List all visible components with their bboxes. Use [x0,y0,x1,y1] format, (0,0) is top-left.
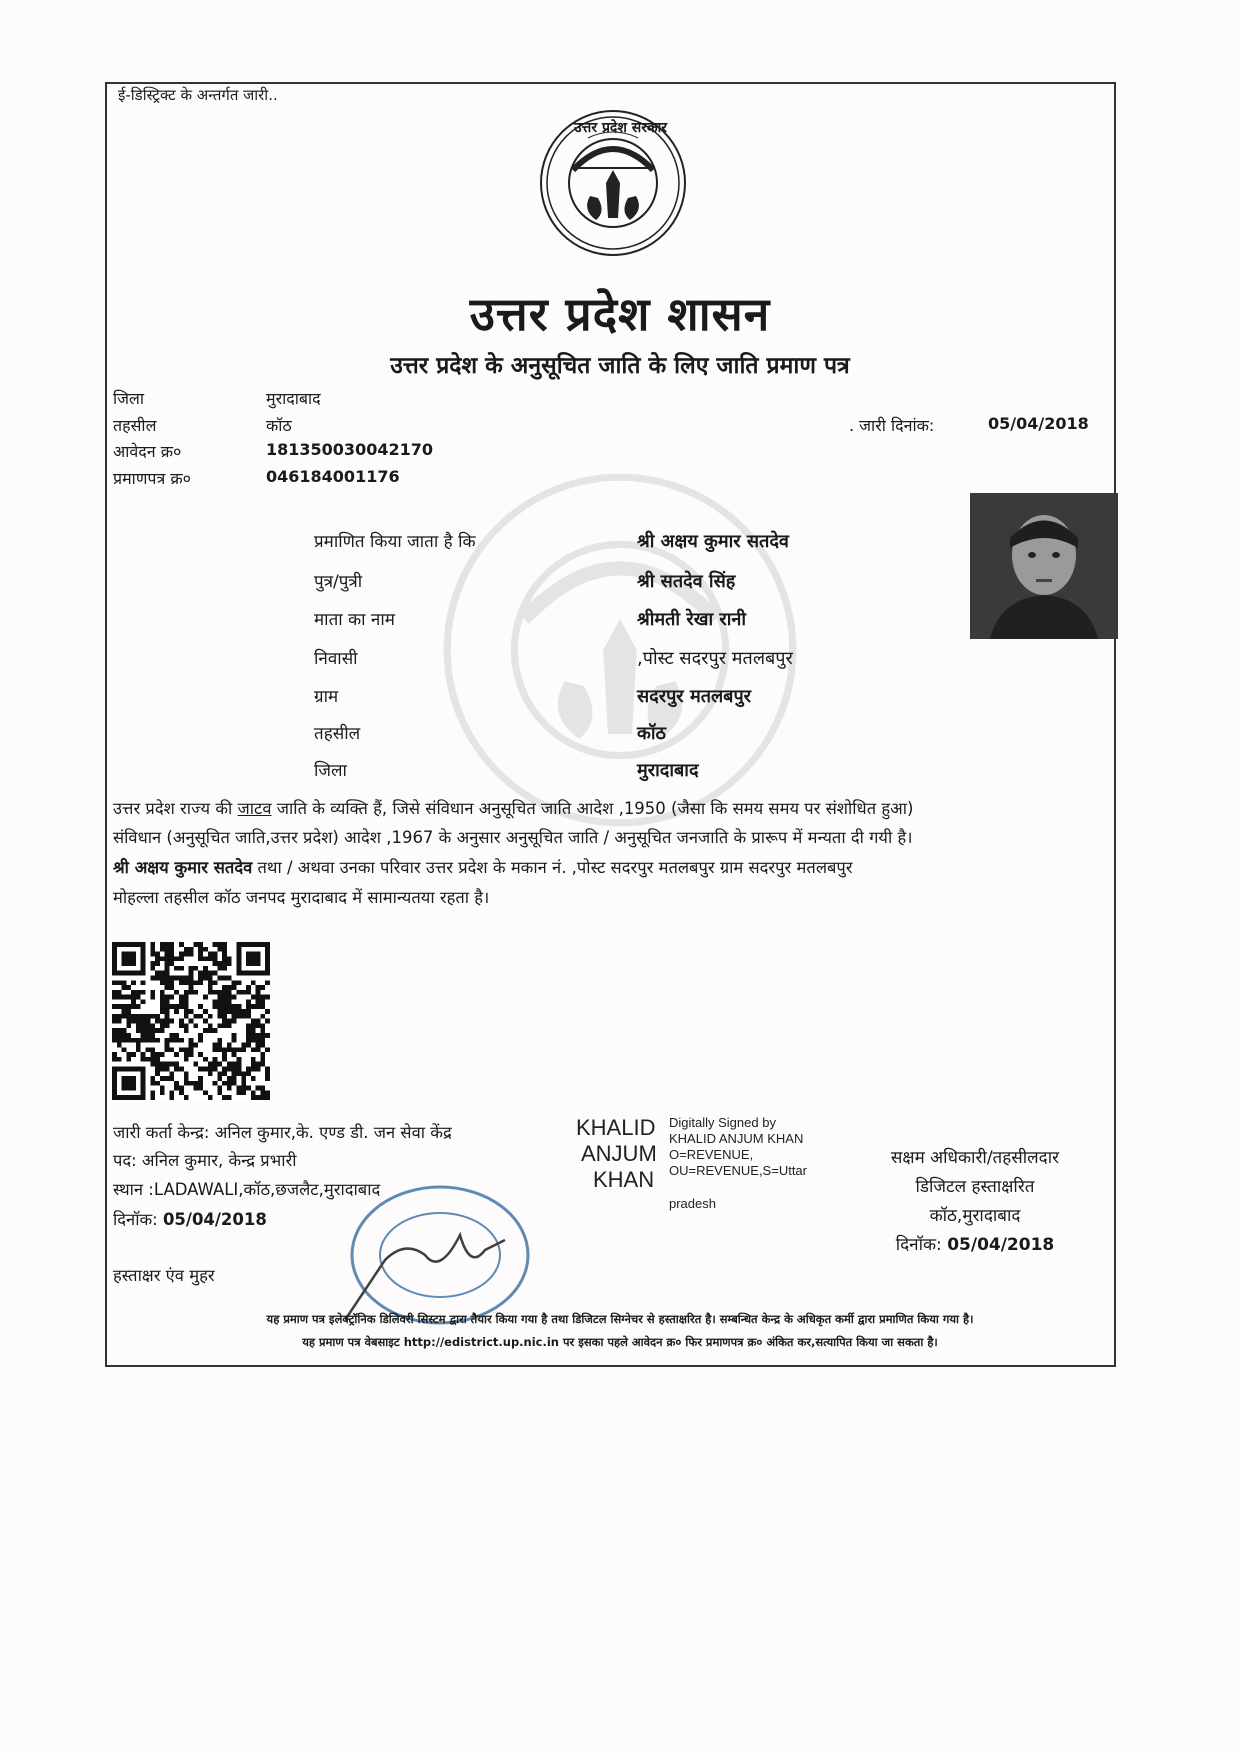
applicant-photo [970,493,1118,639]
application-number-label: आवेदन क्र० [113,442,182,461]
footer-note-1: यह प्रमाण पत्र इलेक्ट्रॉनिक डिलिवरी सिस्टम द्वारा तैयार किया गया है तथा डिजिटल सिग्नेचर से हस्ताक्षरित है। सम्बन्धित केन्द्र के अधिकृत कर्मी द्वारा प्रमाणित किया गया है। [266,1312,974,1326]
detail-label-mother: माता का नाम [314,610,395,630]
authority-signed: डिजिटल हस्ताक्षरित [915,1177,1035,1197]
paragraph-applicant-name: श्री अक्षय कुमार सतदेव [113,858,253,877]
paragraph-line-2: संविधान (अनुसूचित जाति,उत्तर प्रदेश) आदेश ,1967 के अनुसार अनुसूचित जाति / अनुसूचित जनजाति के प्रारूप में मन्यता दी गयी है। [113,828,913,847]
certificate-number-label: प्रमाणपत्र क्र० [113,469,191,488]
district-label: जिला [113,389,145,408]
paragraph-text: जाति के व्यक्ति हैं, जिसे संविधान अनुसूचित जाति आदेश ,1950 (जैसा कि समय समय पर संशोधित हुआ) [271,799,914,818]
detail-label-district: जिला [314,761,347,781]
issued-under-text: ई-डिस्ट्रिक्ट के अन्तर्गत जारी.. [118,86,278,104]
detail-value-village: सदरपुर मतलबपुर [637,686,752,707]
authority-date [845,1232,1105,1255]
issuer-post: पद: अनिल कुमार, केन्द्र प्रभारी [113,1151,297,1170]
detail-value-father: श्री सतदेव सिंह [637,571,736,592]
detail-value-tehsil: कॉठ [637,723,666,744]
detail-value-mother: श्रीमती रेखा रानी [637,609,747,630]
detail-label-son-daughter: पुत्र/पुत्री [314,572,363,592]
authority-title: सक्षम अधिकारी/तहसीलदार [890,1148,1060,1168]
qr-code [112,942,270,1104]
sign-and-seal-label: हस्ताक्षर एंव मुहर [113,1266,215,1285]
issuer-place: स्थान :LADAWALI,कॉठ,छजलैट,मुरादाबाद [113,1180,381,1199]
detail-label-village: ग्राम [314,687,339,707]
paragraph-line-4: मोहल्ला तहसील कॉठ जनपद मुरादाबाद में सामान्यतया रहता है। [113,888,490,907]
issuing-centre: जारी कर्ता केन्द्र: अनिल कुमार,के. एण्ड डी. जन सेवा केंद्र [113,1123,452,1142]
issuer-date-value: 05/04/2018 [162,1210,267,1229]
issue-date-value: 05/04/2018 [988,414,1089,433]
certificate-title: उत्तर प्रदेश के अनुसूचित जाति के लिए जाति प्रमाण पत्र [390,353,850,379]
application-number-value: 181350030042170 [266,440,433,459]
digital-signer-name-1: KHALID [576,1115,656,1140]
detail-value-district: मुरादाबाद [637,760,699,781]
authority-date-label: दिनॉक: [895,1235,942,1255]
authority-place: कॉठ,मुरादाबाद [929,1206,1021,1226]
digital-signer-name-2: ANJUM [581,1141,657,1166]
tehsil-label: तहसील [113,416,157,435]
paragraph-line-1 [113,796,913,819]
tehsil-value: कॉठ [266,416,292,435]
certificate-number-value: 046184001176 [266,467,400,486]
paragraph-text: तथा / अथवा उनका परिवार उत्तर प्रदेश के मकान नं. ,पोस्ट सदरपुर मतलबपुर ग्राम सदरपुर मतलबपुर [252,858,853,877]
digital-signature-detail-1: Digitally Signed by [669,1115,776,1130]
footer-note-2: यह प्रमाण पत्र वेबसाइट http://edistrict.up.nic.in पर इसका पहले आवेदन क्र० फिर प्रमाणपत्र क्र० अंकित कर,सत्यापित किया जा सकता है। [302,1335,938,1349]
digital-signature-detail-2: KHALID ANJUM KHAN [669,1131,804,1146]
issue-date-label: . जारी दिनांक: [849,416,935,435]
authority-date-value: 05/04/2018 [947,1235,1055,1255]
seal-text: उत्तर प्रदेश सरकार [574,120,668,136]
centre-stamp-icon [345,1180,535,1334]
detail-label-resident: निवासी [314,649,358,669]
detail-label-tehsil: तहसील [314,724,361,744]
digital-signature-detail-3: O=REVENUE, [669,1147,754,1162]
paragraph-text: उत्तर प्रदेश राज्य की [113,799,238,818]
district-value: मुरादाबाद [266,389,321,408]
issuer-date-label: दिनॉक: [113,1210,158,1229]
government-title: उत्तर प्रदेश शासन [469,287,771,341]
caste-name: जाटव [237,799,272,818]
detail-value-resident: ,पोस्ट सदरपुर मतलबपुर [637,648,793,669]
detail-label-certified: प्रमाणित किया जाता है कि [314,532,476,552]
detail-value-name: श्री अक्षय कुमार सतदेव [637,531,789,552]
digital-signer-name-3: KHAN [593,1167,655,1192]
digital-signature-detail-5: pradesh [669,1196,716,1211]
issuer-date [113,1207,267,1230]
paragraph-line-3 [113,855,853,878]
digital-signature-detail-4: OU=REVENUE,S=Uttar [669,1163,807,1178]
